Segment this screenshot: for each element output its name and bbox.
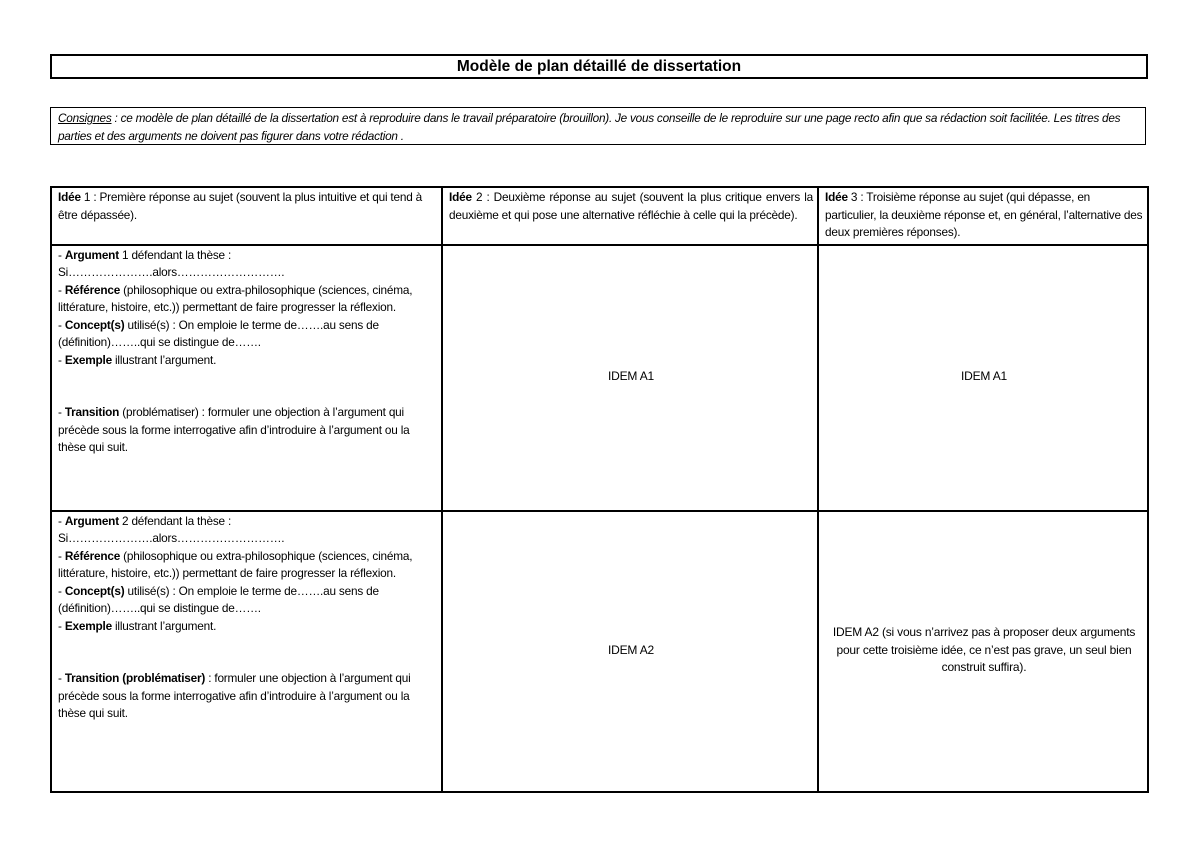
consignes-label: Consignes (58, 111, 112, 125)
idee-3-label: Idée (825, 190, 848, 204)
exemple-text: illustrant l’argument. (111, 352, 217, 367)
reference-text: (philosophique ou extra-philosophique (sciences, cinéma, littérature, histoire, etc.)) permettant de faire progresser la réflexion. (58, 548, 413, 580)
exemple-text: illustrant l’argument. (111, 618, 217, 633)
bullet: - (58, 671, 65, 685)
concept-text: utilisé(s) : On emploie le terme de…….au sens de (définition)……..qui se distingue de……. (58, 583, 379, 615)
idem-cell: IDEM A2 (si vous n’arrivez pas à proposer deux arguments pour cette troisième idée, ce n’est pas grave, un seul bien construit suffira). (818, 511, 1148, 792)
table-header-row (51, 187, 1148, 245)
reference-text: (philosophique ou extra-philosophique (sciences, cinéma, littérature, histoire, etc.)) permettant de faire progresser la réflexion. (58, 282, 413, 314)
transition-label: Transition (64, 671, 120, 685)
spacer (58, 369, 437, 404)
reference-label: Référence (64, 548, 121, 563)
spacer (58, 635, 437, 670)
bullet: - (58, 352, 65, 367)
idee-2-text: Deuxième réponse au sujet (souvent la plus critique envers la deuxième et qui pose une alternative réfléchie à celle qui la précède). (449, 190, 813, 222)
bullet: - (58, 548, 65, 563)
exemple-line (58, 352, 437, 370)
header-idee-1 (51, 187, 442, 245)
idee-2-label: Idée (449, 190, 472, 204)
idem-cell: IDEM A1 (442, 245, 818, 511)
reference-label: Référence (64, 282, 121, 297)
page-title: Modèle de plan détaillé de dissertation (50, 54, 1148, 79)
concept-label: Concept(s) (64, 583, 125, 598)
exemple-label: Exemple (64, 618, 112, 633)
idee-3-num: 3 : (847, 190, 867, 204)
si-alors-line: Si………………….alors………………………. (58, 531, 285, 545)
argument-line (58, 513, 437, 531)
argument-text: 1 défendant la thèse : (118, 247, 232, 262)
transition-text: : formuler une objection à l’argument qui précède sous la forme interrogative afin d’introduire à l’argument ou la thèse qui suit. (58, 671, 411, 720)
idee-1-text: Première réponse au sujet (souvent la plus intuitive et qui tend à être dépassée). (58, 190, 423, 222)
argument-line (58, 247, 437, 265)
argument-cell (51, 511, 442, 792)
header-idee-2 (442, 187, 818, 245)
transition-mid: (problématiser) (119, 405, 199, 419)
bullet: - (58, 247, 65, 262)
bullet: - (58, 513, 65, 528)
transition-label: Transition (64, 405, 120, 419)
transition-text: : formuler une objection à l’argument qui précède sous la forme interrogative afin d’introduire à l’argument ou la thèse qui suit. (58, 405, 410, 454)
argument-text: 2 défendant la thèse : (118, 513, 232, 528)
argument-cell (51, 245, 442, 511)
consignes-note (50, 107, 1146, 145)
concept-text: utilisé(s) : On emploie le terme de…….au sens de (définition)……..qui se distingue de……. (58, 317, 379, 349)
exemple-line (58, 618, 437, 636)
transition-line (58, 404, 437, 457)
header-idee-3 (818, 187, 1148, 245)
concept-line (58, 317, 437, 352)
si-alors-line: Si………………….alors………………………. (58, 265, 285, 279)
bullet: - (58, 618, 65, 633)
reference-line (58, 548, 437, 583)
bullet: - (58, 583, 65, 598)
transition-line (58, 670, 437, 723)
consignes-text: : ce modèle de plan détaillé de la dissertation est à reproduire dans le travail préparatoire (brouillon). Je vous conseille de le reproduire sur une page recto afin que sa rédaction soit facilitée. Les titres des parties et des arguments ne doivent pas figurer dans votre rédaction . (58, 111, 1121, 143)
argument-label: Argument (64, 513, 119, 528)
concept-line (58, 583, 437, 618)
idee-2-num: 2 : (471, 190, 494, 204)
exemple-label: Exemple (64, 352, 112, 367)
reference-line (58, 282, 437, 317)
idee-3-text: Troisième réponse au sujet (qui dépasse, en particulier, la deuxième réponse et, en général, l’alternative des deux premières réponses). (825, 190, 1143, 239)
bullet: - (58, 317, 65, 332)
argument-label: Argument (64, 247, 119, 262)
table-row (51, 245, 1148, 511)
bullet: - (58, 405, 65, 419)
idee-1-label: Idée (58, 190, 81, 204)
transition-mid: (problématiser) (119, 671, 206, 685)
idee-1-num: 1 : (80, 190, 100, 204)
plan-table (50, 186, 1149, 793)
table-row (51, 511, 1148, 792)
idem-cell: IDEM A1 (818, 245, 1148, 511)
idem-cell: IDEM A2 (442, 511, 818, 792)
concept-label: Concept(s) (64, 317, 125, 332)
bullet: - (58, 282, 65, 297)
